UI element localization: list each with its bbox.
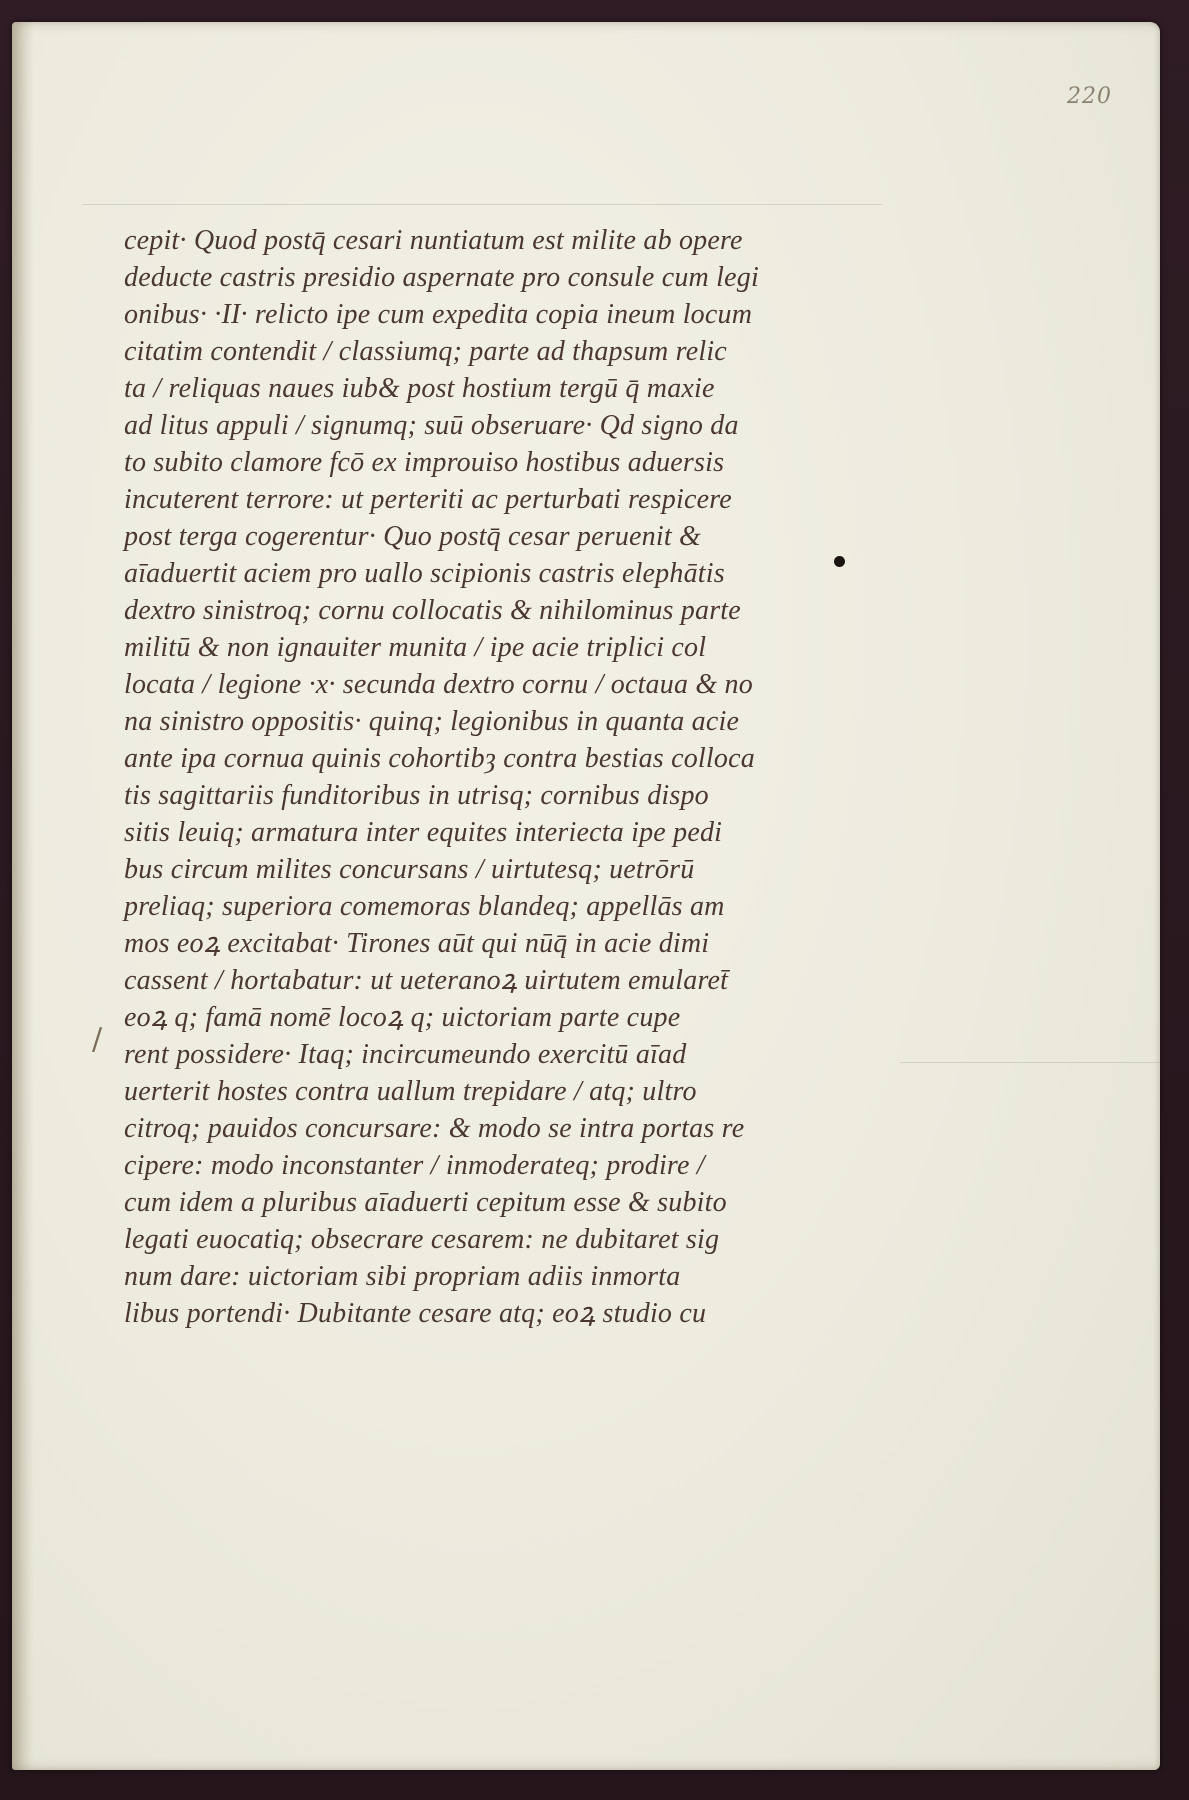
folio-number: 220 (1067, 84, 1112, 109)
text-line: to subito clamore fcō ex improuiso hostibus aduersis (124, 447, 725, 478)
text-line: preliaq; superiora comemoras blandeq; appellās am (124, 891, 725, 922)
text-line: legati euocatiq; obsecrare cesarem: ne dubitaret sig (124, 1224, 720, 1255)
text-line: rent possidere· Itaq; incircumeundo exercitū aīad (124, 1039, 687, 1070)
text-line: aīaduertit aciem pro uallo scipionis castris elephātis (124, 558, 725, 589)
text-line: num dare: uictoriam sibi propriam adiis inmorta (124, 1261, 681, 1292)
text-line: citroq; pauidos concursare: & modo se intra portas re (124, 1113, 745, 1144)
text-line: bus circum milites concursans / uirtutesq; uetrōrū (124, 854, 695, 885)
text-line: locata / legione ·x· secunda dextro cornu / octaua & no (124, 669, 753, 700)
text-line: citatim contendit / classiumq; parte ad thapsum relic (124, 336, 727, 367)
text-line: ante ipa cornua quinis cohortibȝ contra bestias colloca (124, 743, 755, 774)
text-line: deducte castris presidio aspernate pro consule cum legi (124, 262, 759, 293)
page-gutter-shadow (12, 22, 34, 1770)
text-line: post terga cogerentur· Quo postq̄ cesar peruenit & (124, 521, 701, 552)
text-line: libus portendi· Dubitante cesare atq; eoꝝ studio cu (124, 1298, 707, 1329)
text-line: sitis leuiq; armatura inter equites interiecta ipe pedi (124, 817, 723, 848)
text-line: cipere: modo inconstanter / inmoderateq; prodire / (124, 1150, 705, 1181)
text-line: cassent / hortabatur: ut ueteranoꝝ uirtutem emularet̄ (124, 965, 729, 996)
margin-mark: / (92, 1022, 103, 1057)
text-line: militū & non ignauiter munita / ipe acie triplici col (124, 632, 707, 663)
text-line: na sinistro oppositis· quinq; legionibus in quanta acie (124, 706, 740, 737)
page-crease (900, 1062, 1160, 1063)
text-line: dextro sinistroq; cornu collocatis & nihilominus parte (124, 595, 741, 626)
top-ruling-line (82, 204, 882, 205)
text-line: uerterit hostes contra uallum trepidare / atq; ultro (124, 1076, 697, 1107)
text-line: cum idem a pluribus aīaduerti cepitum esse & subito (124, 1187, 727, 1218)
text-line: incuterent terrore: ut perteriti ac perturbati respicere (124, 484, 732, 515)
text-line: cepit· Quod postq̄ cesari nuntiatum est milite ab opere (124, 225, 743, 256)
text-line: onibus· ·II· relicto ipe cum expedita copia ineum locum (124, 299, 753, 330)
text-block (124, 222, 884, 1332)
text-line: mos eoꝝ excitabat· Tirones aūt qui nūq̄ in acie dimi (124, 928, 710, 959)
text-line: tis sagittariis funditoribus in utrisq; cornibus dispo (124, 780, 709, 811)
text-line: eoꝝ q; famā nomē locoꝝ q; uictoriam parte cupe (124, 1002, 681, 1033)
text-line: ad litus appuli / signumq; suū obseruare· Qd signo da (124, 410, 739, 441)
text-line: ta / reliquas naues iub& post hostium tergū q̄ maxie (124, 373, 715, 404)
